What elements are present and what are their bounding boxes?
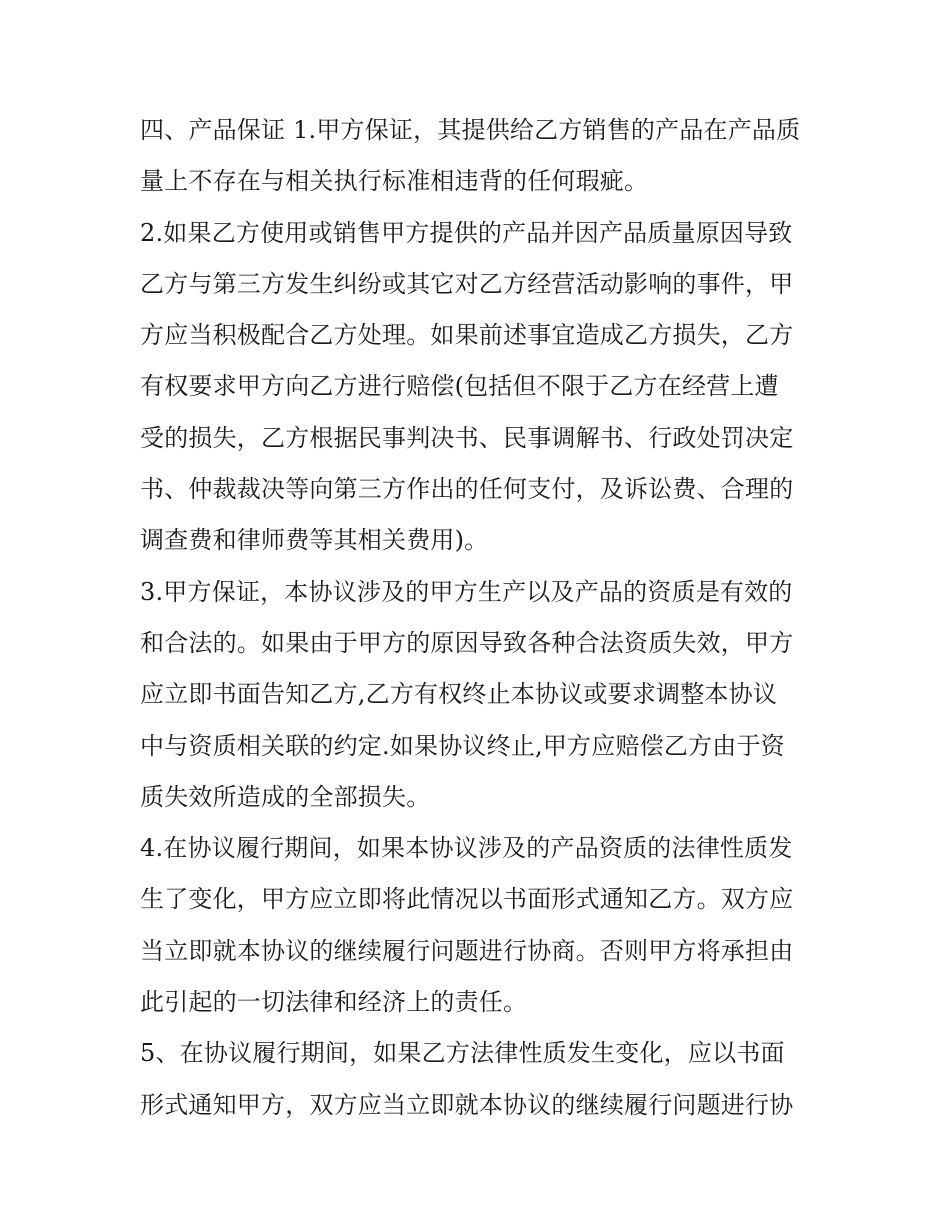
text-line-20: 形式通知甲方，双方应当立即就本协议的继续履行问题进行协	[140, 1090, 794, 1119]
text-line-2: 量上不存在与相关执行标准相违背的任何瑕疵。	[140, 167, 649, 196]
text-line-5: 方应当积极配合乙方处理。如果前述事宜造成乙方损失，乙方	[140, 321, 794, 350]
text-line-1: 四、产品保证 1.甲方保证，其提供给乙方销售的产品在产品质	[140, 116, 801, 144]
text-line-18: 此引起的一切法律和经济上的责任。	[140, 988, 528, 1017]
text-line-7: 受的损失，乙方根据民事判决书、民事调解书、行政处罚决定	[140, 423, 794, 452]
text-line-3: 2.如果乙方使用或销售甲方提供的产品并因产品质量原因导致	[140, 218, 793, 247]
text-line-13: 中与资质相关联的约定.如果协议终止,甲方应赔偿乙方由于资	[140, 731, 785, 760]
text-line-19: 5、在协议履行期间，如果乙方法律性质发生变化，应以书面	[140, 1039, 785, 1068]
text-line-9: 调查费和律师费等其相关费用)。	[140, 526, 489, 555]
text-line-12: 应立即书面告知乙方,乙方有权终止本协议或要求调整本协议	[140, 680, 778, 709]
text-line-8: 书、仲裁裁决等向第三方作出的任何支付，及诉讼费、合理的	[140, 475, 794, 504]
text-line-14: 质失效所造成的全部损失。	[140, 782, 431, 811]
document-body-text	[140, 105, 820, 1131]
text-line-11: 和合法的。如果由于甲方的原因导致各种合法资质失效，甲方	[140, 628, 794, 657]
text-line-4: 乙方与第三方发生纠纷或其它对乙方经营活动影响的事件，甲	[140, 269, 794, 298]
text-line-17: 当立即就本协议的继续履行问题进行协商。否则甲方将承担由	[140, 936, 794, 965]
text-line-10: 3.甲方保证，本协议涉及的甲方生产以及产品的资质是有效的	[140, 577, 793, 606]
text-line-6: 有权要求甲方向乙方进行赔偿(包括但不限于乙方在经营上遭	[140, 372, 779, 401]
text-line-16: 生了变化，甲方应立即将此情况以书面形式通知乙方。双方应	[140, 885, 794, 914]
text-line-15: 4.在协议履行期间，如果本协议涉及的产品资质的法律性质发	[140, 834, 793, 863]
